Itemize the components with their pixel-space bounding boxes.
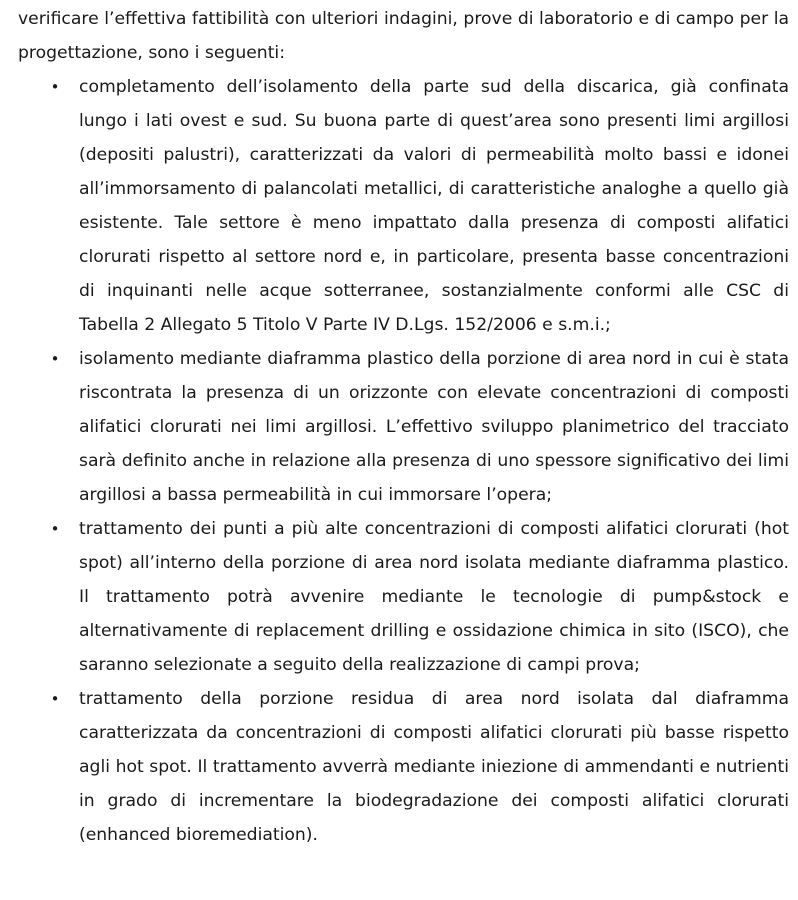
bullet-list (18, 70, 789, 852)
document-page (18, 2, 789, 852)
list-item-text: trattamento della porzione residua di area nord isolata dal diaframma caratterizzata da concentrazioni di composti alifatici clorurati più basse rispetto agli hot spot. Il trattamento avverrà mediante iniezione di ammendanti e nutrienti in grado di incrementare la biodegradazione dei composti alifatici clorurati (enhanced bioremediation). (79, 689, 789, 845)
bullet-icon: • (50, 350, 60, 368)
list-item-text: trattamento dei punti a più alte concentrazioni di composti alifatici clorurati (hot spot) all’interno della porzione di area nord isolata mediante diaframma plastico. Il trattamento potrà avvenire mediante le tecnologie di pump&stock e alternativamente di replacement drilling e ossidazione chimica in sito (ISCO), che saranno selezionate a seguito della realizzazione di campi prova; (79, 519, 789, 675)
list-item (18, 682, 789, 852)
list-item-text: isolamento mediante diaframma plastico della porzione di area nord in cui è stata riscontrata la presenza di un orizzonte con elevate concentrazioni di composti alifatici clorurati nei limi argillosi. L’effettivo sviluppo planimetrico del tracciato sarà definito anche in relazione alla presenza di uno spessore significativo dei limi argillosi a bassa permeabilità in cui immorsare l’opera; (79, 349, 789, 505)
list-item (18, 512, 789, 682)
bullet-icon: • (50, 690, 60, 708)
intro-paragraph: verificare l’effettiva fattibilità con ulteriori indagini, prove di laboratorio e di campo per la progettazione, sono i seguenti: (18, 9, 789, 63)
list-item (18, 70, 789, 342)
list-item-text: completamento dell’isolamento della parte sud della discarica, già confinata lungo i lati ovest e sud. Su buona parte di quest’area sono presenti limi argillosi (depositi palustri), caratterizzati da valori di permeabilità molto bassi e idonei all’immorsamento di palancolati metallici, di caratteristiche analoghe a quello già esistente. Tale settore è meno impattato dalla presenza di composti alifatici clorurati rispetto al settore nord e, in particolare, presenta basse concentrazioni di inquinanti nelle acque sotterranee, sostanzialmente conformi alle CSC di Tabella 2 Allegato 5 Titolo V Parte IV D.Lgs. 152/2006 e s.m.i.; (79, 77, 789, 335)
bullet-icon: • (50, 78, 60, 96)
list-item (18, 342, 789, 512)
bullet-icon: • (50, 520, 60, 538)
